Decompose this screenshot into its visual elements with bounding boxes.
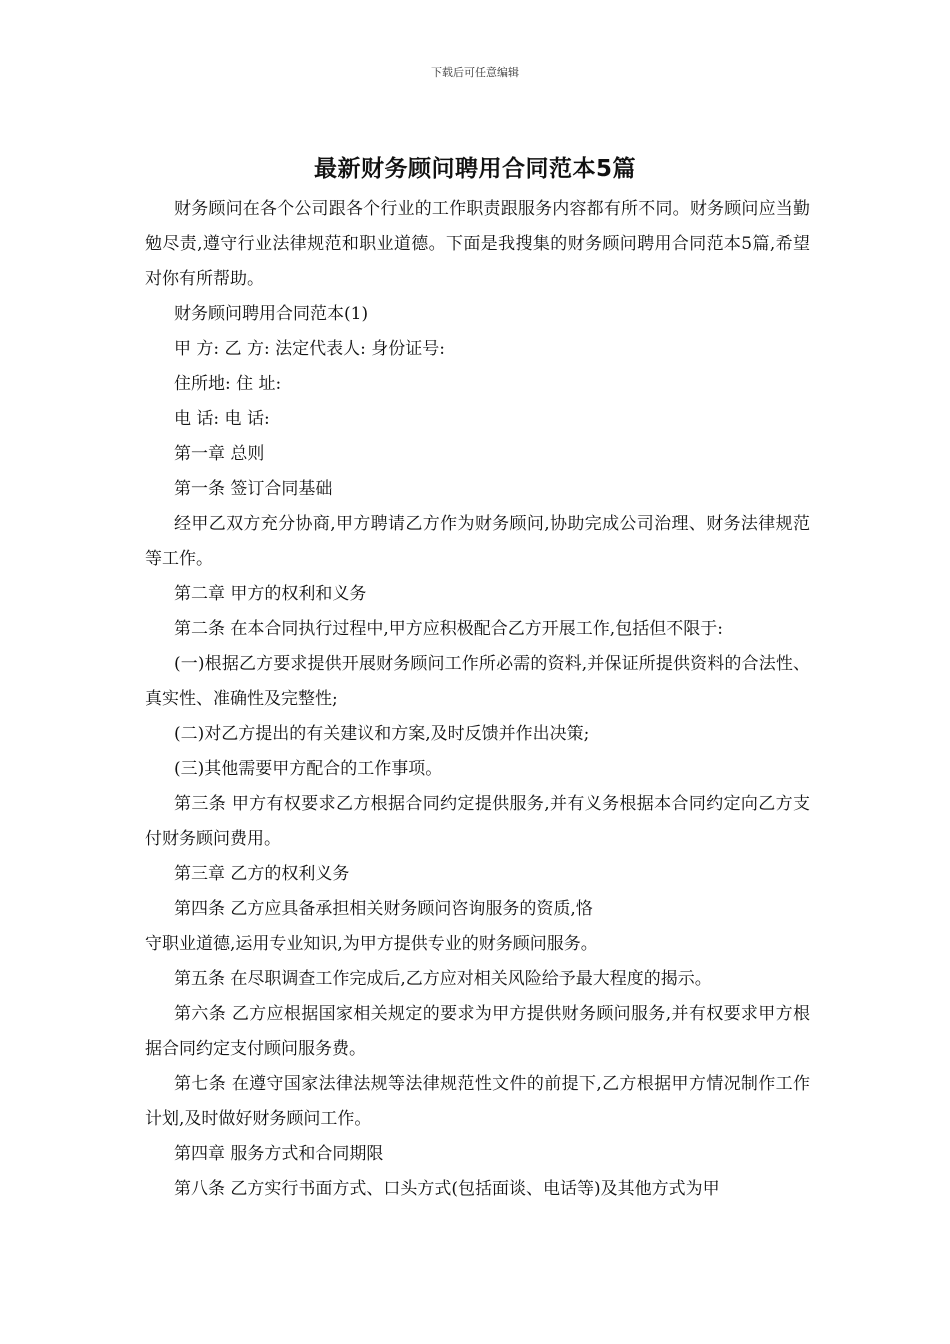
article-paragraph: 第七条 在遵守国家法律法规等法律规范性文件的前提下,乙方根据甲方情况制作工作计划,及时做好财务顾问工作。 [145,1074,810,1129]
article-paragraph: 第五条 在尽职调查工作完成后,乙方应对相关风险给予最大程度的揭示。 [174,969,712,989]
article-paragraph: 第二条 在本合同执行过程中,甲方应积极配合乙方开展工作,包括但不限于: [174,619,723,639]
list-item: (三)其他需要甲方配合的工作事项。 [174,759,443,779]
article-paragraph: 第八条 乙方实行书面方式、口头方式(包括面谈、电话等)及其他方式为甲 [174,1179,720,1199]
chapter-heading: 第二章 甲方的权利和义务 [174,584,367,604]
body-paragraph: 经甲乙双方充分协商,甲方聘请乙方作为财务顾问,协助完成公司治理、财务法律规范等工作。 [145,514,810,569]
list-item: (一)根据乙方要求提供开展财务顾问工作所必需的资料,并保证所提供资料的合法性、真实性、准确性及完整性; [145,654,810,709]
article-paragraph: 第六条 乙方应根据国家相关规定的要求为甲方提供财务顾问服务,并有权要求甲方根据合同约定支付顾问服务费。 [145,1004,810,1059]
intro-paragraph: 财务顾问在各个公司跟各个行业的工作职责跟服务内容都有所不同。财务顾问应当勤勉尽责,遵守行业法律规范和职业道德。下面是我搜集的财务顾问聘用合同范本5篇,希望对你有所帮助。 [145,199,810,289]
body-paragraph-continuation: 守职业道德,运用专业知识,为甲方提供专业的财务顾问服务。 [145,934,598,954]
chapter-heading: 第三章 乙方的权利义务 [174,864,350,884]
document-title: 最新财务顾问聘用合同范本5篇 [313,156,636,182]
chapter-heading: 第四章 服务方式和合同期限 [174,1144,384,1164]
article-paragraph: 第三条 甲方有权要求乙方根据合同约定提供服务,并有义务根据本合同约定向乙方支付财务顾问费用。 [145,794,810,849]
header-note: 下载后可任意编辑 [431,66,519,79]
chapter-heading: 第一章 总则 [174,444,265,464]
list-item: (二)对乙方提出的有关建议和方案,及时反馈并作出决策; [174,724,590,744]
phone-line: 电 话: 电 话: [174,409,270,429]
article-heading: 第一条 签订合同基础 [174,479,333,499]
section-heading: 财务顾问聘用合同范本(1) [174,304,369,324]
party-info-line: 甲 方: 乙 方: 法定代表人: 身份证号: [174,339,445,359]
document-body [145,192,810,1207]
article-paragraph: 第四条 乙方应具备承担相关财务顾问咨询服务的资质,恪 [174,899,593,919]
address-line: 住所地: 住 址: [174,374,282,394]
